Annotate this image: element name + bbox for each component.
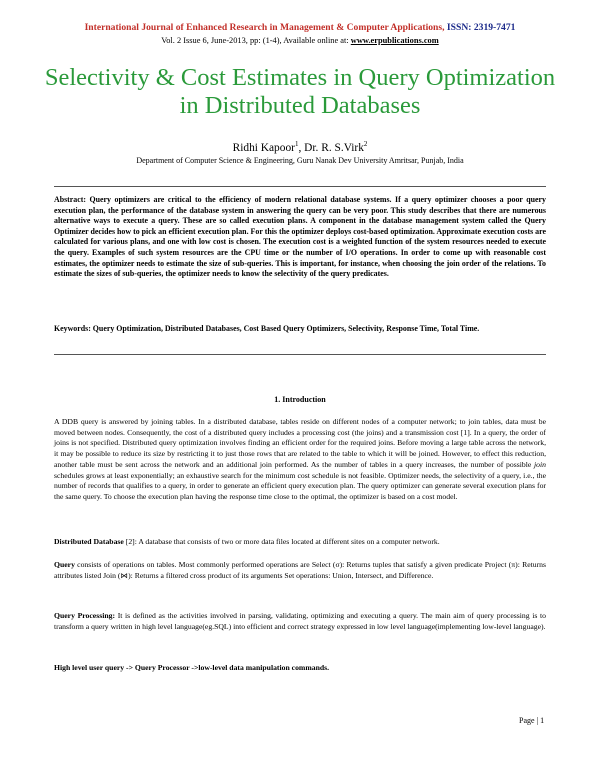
- volume-line: [0, 36, 600, 45]
- journal-issn: ISSN: 2319-7471: [446, 22, 516, 33]
- volume-info: Vol. 2 Issue 6, June-2013, pp: (1-4), Available online at:: [161, 36, 351, 45]
- title-line-1: Selectivity & Cost Estimates in Query Optimization: [44, 64, 556, 91]
- divider-top: [54, 186, 546, 187]
- journal-url-link[interactable]: www.erpublications.com: [350, 36, 439, 45]
- ddb-label: Distributed Database: [54, 537, 124, 546]
- processing-flow-line: High level user query -> Query Processor ->low-level data manipulation commands.: [54, 663, 330, 672]
- author-2: , Dr. R. S.Virk: [298, 141, 364, 154]
- journal-name: International Journal of Enhanced Research in Management & Computer Applications,: [84, 22, 447, 33]
- journal-header: [0, 22, 600, 33]
- query-definition: [54, 560, 546, 581]
- intro-join-word: join: [534, 459, 546, 469]
- query-label: Query: [54, 560, 75, 569]
- query-processing-definition: [54, 611, 546, 632]
- ddb-text: [2]: A database that consists of two or more data files located at different sites on a computer network.: [123, 537, 440, 546]
- divider-bottom: [54, 354, 546, 355]
- ddb-definition: [54, 537, 546, 548]
- author-1: Ridhi Kapoor: [232, 141, 295, 154]
- section-heading-introduction: 1. Introduction: [274, 395, 326, 404]
- keywords: Keywords: Query Optimization, Distributed Databases, Cost Based Query Optimizers, Selectivity, Response Time, Total Time.: [54, 324, 480, 333]
- page-number: Page | 1: [519, 716, 545, 725]
- author-2-affiliation: 2: [363, 140, 368, 148]
- paper-title: [0, 64, 600, 120]
- intro-paragraph: [54, 417, 546, 503]
- abstract: Abstract: Query optimizers are critical to the efficiency of modern relational database systems. If a query optimizer chooses a poor query execution plan, the performance of the database system in answering the query can be very poor. This study describes that there are numerous alternative ways to execute a query. These are so called execution plans. A component in the database management system called the Query Optimizer decides how to pick an efficient execution plan. For this the optimizer deploys cost-based optimization. Approximate execution costs are calculated for various plans, and one with low cost is chosen. The execution cost is a weighted function of the system resources needed to execute the query. Examples of such system resources are the CPU time or the number of I/O operations. In order to come up with reasonable cost estimates, the optimizer needs to estimate the size of sub-queries. This is important, for instance, when choosing the join order of the relations. To estimate the sizes of sub-queries, the optimizer needs to know the selectivity of the query predicates.: [54, 195, 546, 279]
- author-1-affiliation: 1: [294, 140, 299, 148]
- query-processing-label: Query Processing:: [54, 611, 116, 620]
- department: Department of Computer Science & Engineering, Guru Nanak Dev University Amritsar, Punjab, India: [136, 156, 464, 165]
- intro-text-b: schedules grows at least exponentially; an exhaustive search for the minimum cost schedule is not feasible. Optimizer needs, the selectivity of a query, i.e., the number of records that qualifies to a query, in order to generate an efficient query execution plan. The query optimizer can generate several execution plans for the same query. To choose the execution plan having the response time close to the optimal, the optimizer is based on a cost model.: [54, 470, 546, 501]
- title-line-2: in Distributed Databases: [179, 92, 421, 119]
- query-text: consists of operations on tables. Most commonly performed operations are Select (σ): Returns tuples that satisfy a given predicate Project (π): Returns attributes listed Join (⋈): Returns a filtered cross product of its arguments Set operations: Union, Intersect, and Difference.: [54, 560, 546, 580]
- query-processing-text: It is defined as the activities involved in parsing, validating, optimizing and executing a query. The main aim of query processing is to transform a query written in high level language(eg.SQL) into efficient and correct strategy expressed in low level language(implementing low-level language).: [54, 611, 546, 631]
- authors: [0, 140, 600, 154]
- intro-text-a: A DDB query is answered by joining tables. In a distributed database, tables reside on different nodes of a computer network; to join tables, data must be moved between nodes. Consequently, the cost of a distributed query includes a processing cost (the joins) and a transmission cost [1]. In a query, the order of joins is not specified. Distributed query optimization involves finding an efficient order for the required joins. Before moving a large table across the network, it may be possible to reduce its size by restricting it to just those rows that are related to the table to which it will be joined. However, to effect this reduction, another table must be sent across the network and an additional join performed. As the number of tables in a query increases, the number of possible: [54, 417, 546, 469]
